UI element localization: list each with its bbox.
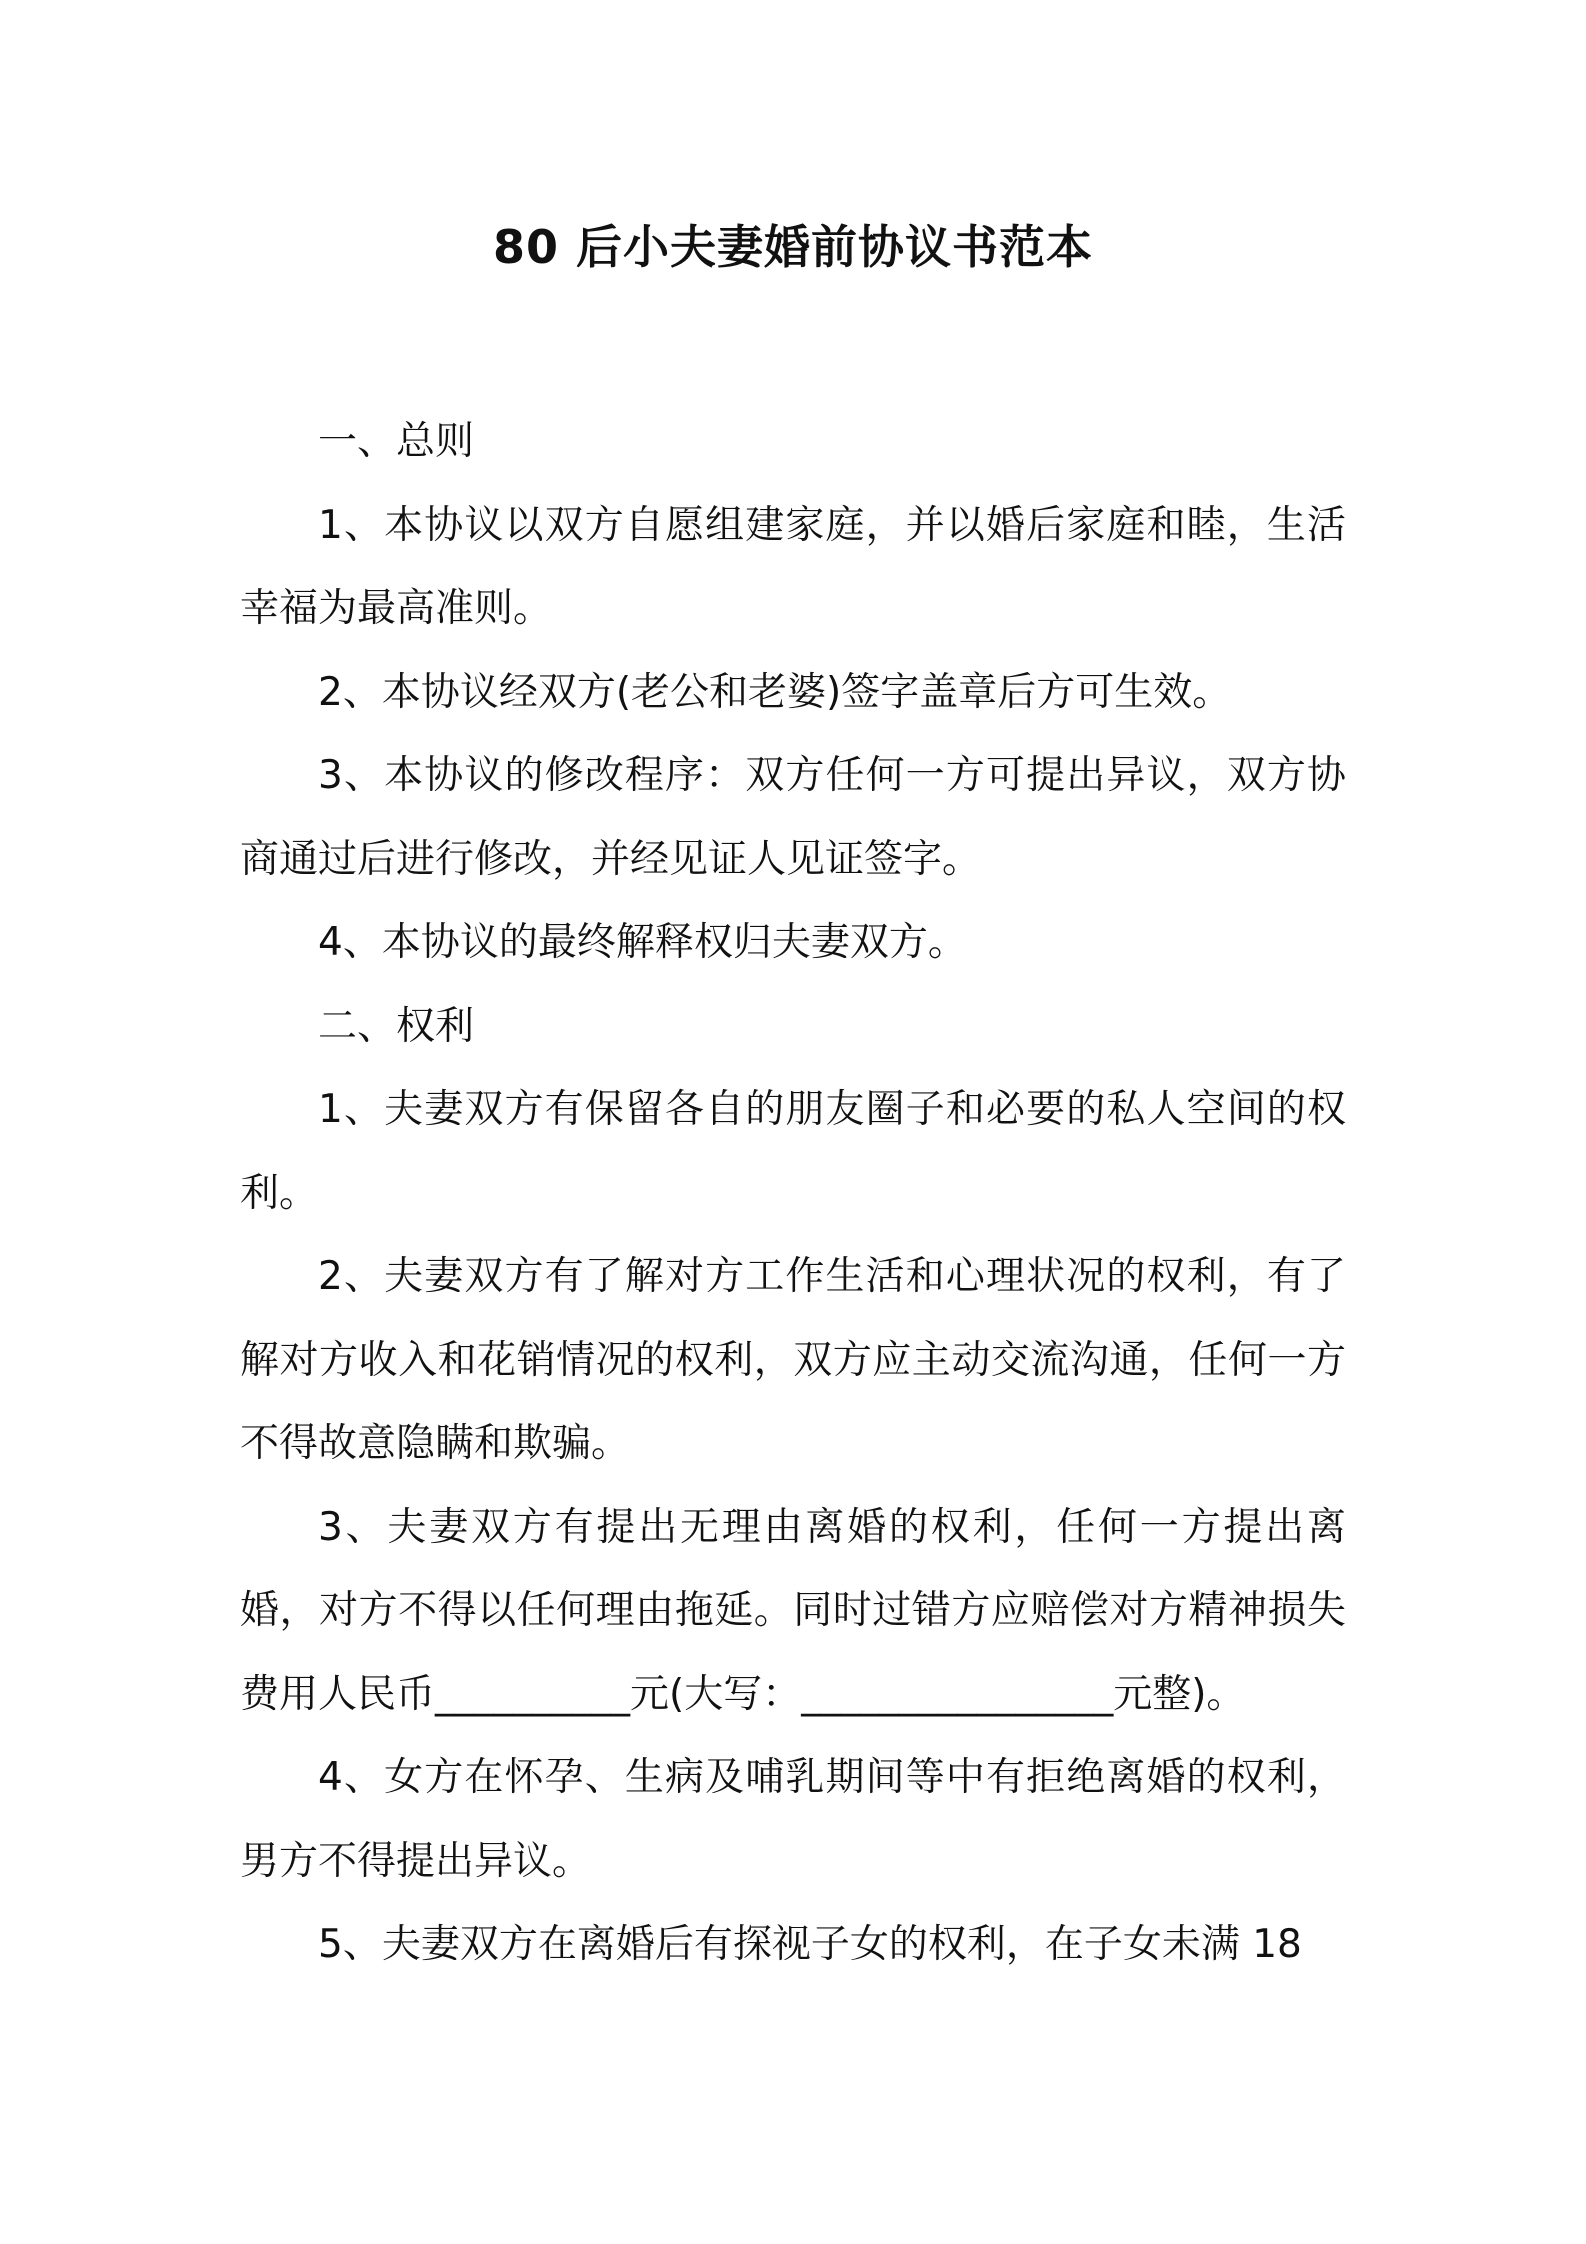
paragraph: 2、本协议经双方(老公和老婆)签字盖章后方可生效。 [318,669,1232,715]
paragraph: 1、本协议以双方自愿组建家庭，并以婚后家庭和睦，生活幸福为最高准则。 [240,502,1346,631]
paragraph: 2、夫妻双方有了解对方工作生活和心理状况的权利，有了解对方收入和花销情况的权利，双方应主动交流沟通，任何一方不得故意隐瞒和欺骗。 [240,1254,1346,1466]
paragraph: 1、夫妻双方有保留各自的朋友圈子和必要的私人空间的权利。 [240,1087,1346,1216]
document-body [240,400,1346,1987]
paragraph: 3、本协议的修改程序：双方任何一方可提出异议，双方协商通过后进行修改，并经见证人见证签字。 [240,753,1346,882]
document-title: 80 后小夫妻婚前协议书范本 [492,220,1094,274]
paragraph: 3、夫妻双方有提出无理由离婚的权利，任何一方提出离婚，对方不得以任何理由拖延。同时过错方应赔偿对方精神损失费用人民币__________元(大写：________________元整)。 [240,1504,1346,1717]
section-heading-general: 一、总则 [318,419,475,464]
paragraph: 4、本协议的最终解释权归夫妻双方。 [318,920,967,965]
paragraph: 4、女方在怀孕、生病及哺乳期间等中有拒绝离婚的权利，男方不得提出异议。 [240,1755,1346,1884]
section-heading-rights: 二、权利 [318,1003,475,1049]
paragraph: 5、夫妻双方在离婚后有探视子女的权利，在子女未满 18 [318,1922,1302,1967]
